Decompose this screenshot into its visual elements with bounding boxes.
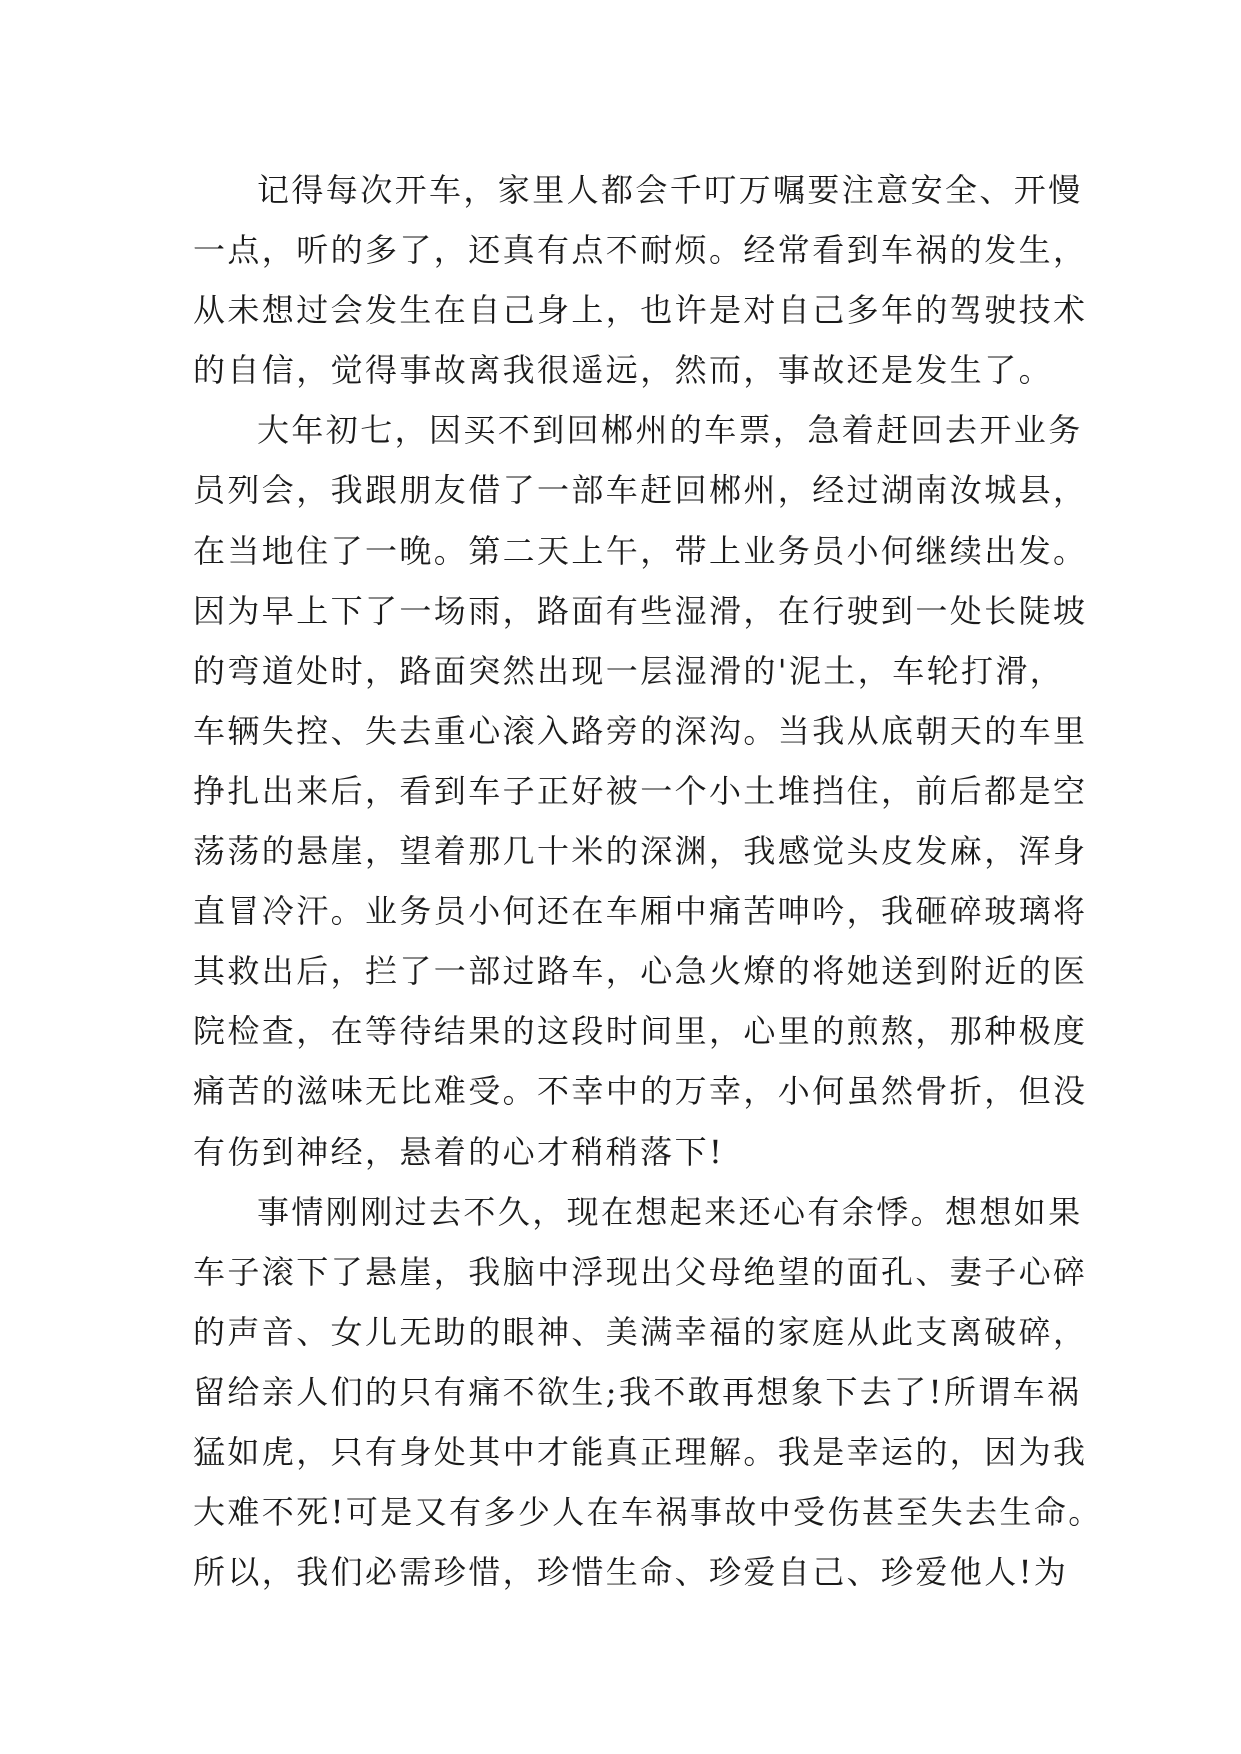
body-text (193, 160, 1103, 1602)
text-line: 一点，听的多了，还真有点不耐烦。经常看到车祸的发生， (193, 231, 1088, 270)
text-line: 在当地住了一晚。第二天上午，带上业务员小何继续出发。 (193, 531, 1088, 570)
text-line: 从未想过会发生在自己身上，也许是对自己多年的驾驶技术 (193, 291, 1088, 330)
text-line: 直冒冷汗。业务员小何还在车厢中痛苦呻吟，我砸碎玻璃将 (193, 892, 1088, 931)
text-line: 车子滚下了悬崖，我脑中浮现出父母绝望的面孔、妻子心碎 (193, 1252, 1088, 1291)
text-line: 其救出后，拦了一部过路车，心急火燎的将她送到附近的医 (193, 952, 1088, 991)
text-line: 所以，我们必需珍惜，珍惜生命、珍爱自己、珍爱他人!为 (193, 1553, 1069, 1592)
text-line: 的自信，觉得事故离我很遥远，然而，事故还是发生了。 (193, 351, 1054, 390)
text-line: 事情刚刚过去不久，现在想起来还心有余悸。想想如果 (257, 1192, 1083, 1231)
text-line: 大年初七，因买不到回郴州的车票，急着赶回去开业务 (257, 411, 1083, 450)
text-line: 荡荡的悬崖，望着那几十米的深渊，我感觉头皮发麻，浑身 (193, 832, 1088, 871)
text-line: 院检查，在等待结果的这段时间里，心里的煎熬，那种极度 (193, 1012, 1088, 1051)
text-line: 留给亲人们的只有痛不欲生;我不敢再想象下去了!所谓车祸 (193, 1372, 1082, 1411)
text-line: 挣扎出来后，看到车子正好被一个小土堆挡住，前后都是空 (193, 771, 1088, 810)
text-line: 痛苦的滋味无比难受。不幸中的万幸，小何虽然骨折，但没 (193, 1072, 1088, 1111)
text-line: 大难不死!可是又有多少人在车祸事故中受伤甚至失去生命。 (193, 1493, 1103, 1532)
text-line: 猛如虎，只有身处其中才能真正理解。我是幸运的，因为我 (193, 1432, 1088, 1471)
text-line: 员列会，我跟朋友借了一部车赶回郴州，经过湖南汝城县， (193, 471, 1088, 510)
text-line: 的声音、女儿无助的眼神、美满幸福的家庭从此支离破碎， (193, 1312, 1088, 1351)
text-line: 有伤到神经，悬着的心才稍稍落下! (193, 1132, 725, 1171)
text-line: 的弯道处时，路面突然出现一层湿滑的'泥土，车轮打滑， (193, 651, 1065, 690)
text-line: 因为早上下了一场雨，路面有些湿滑，在行驶到一处长陡坡 (193, 591, 1088, 630)
text-line: 车辆失控、失去重心滚入路旁的深沟。当我从底朝天的车里 (193, 711, 1088, 750)
text-line: 记得每次开车，家里人都会千叮万嘱要注意安全、开慢 (257, 171, 1083, 209)
